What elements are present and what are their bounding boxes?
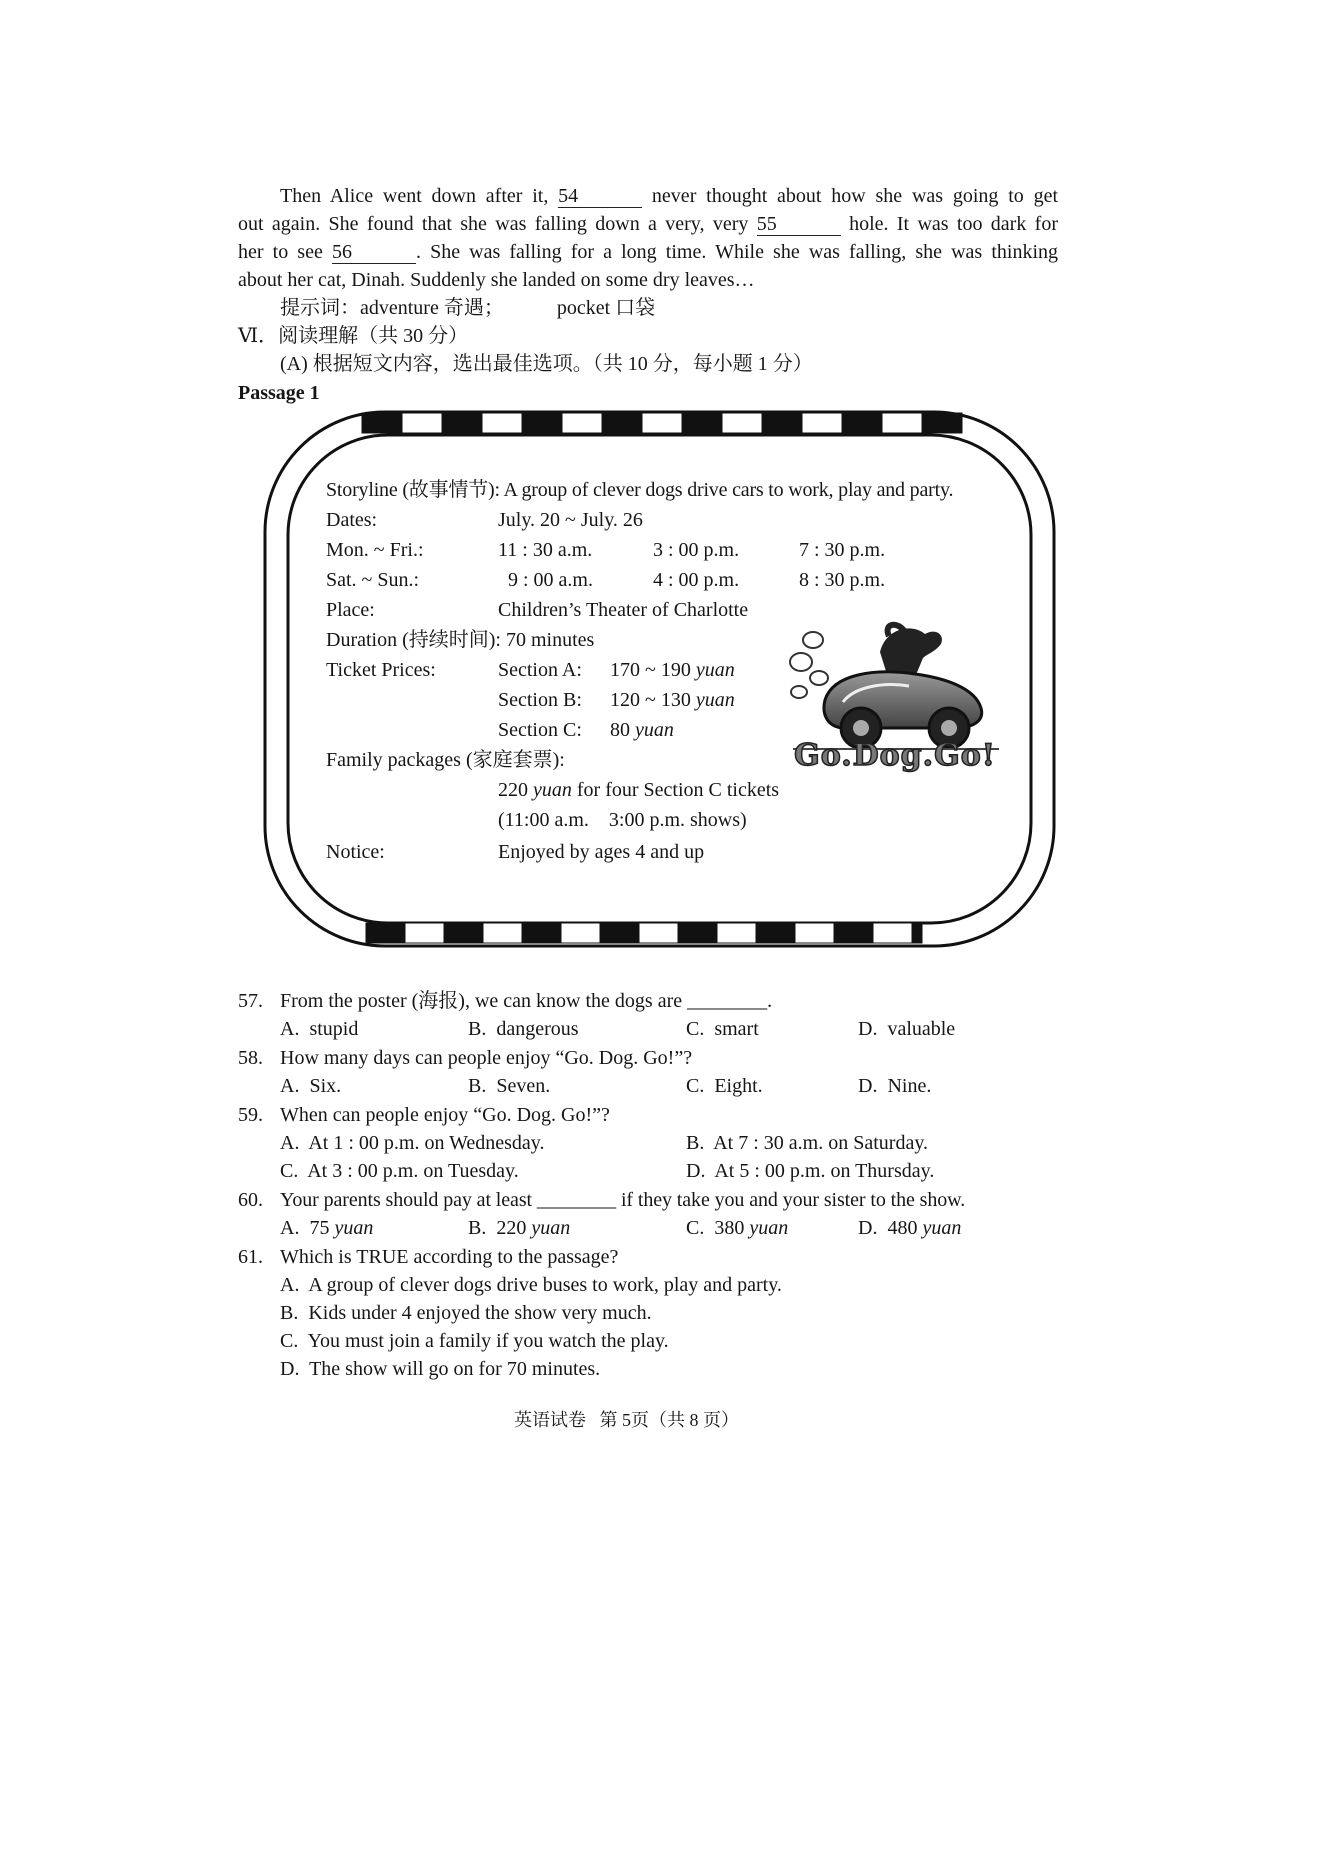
go-dog-go-logo xyxy=(785,612,1005,782)
checker-square xyxy=(602,413,642,433)
answer-option: D. The show will go on for 70 minutes. xyxy=(280,1358,601,1380)
option-unit: yuan xyxy=(531,1217,571,1239)
blank-number: 55 xyxy=(756,213,777,235)
checker-square xyxy=(600,923,639,943)
price-unit: yuan xyxy=(533,779,572,801)
answer-option: B. At 7 : 30 a.m. on Saturday. xyxy=(686,1132,929,1154)
checker-square xyxy=(795,923,834,943)
answer-option: C. Eight. xyxy=(686,1075,763,1097)
price-unit: yuan xyxy=(695,659,735,681)
price-value: 120 ~ 130 xyxy=(610,689,691,711)
weekend-label: Sat. ~ Sun.: xyxy=(326,569,420,591)
family-label: Family packages (家庭套票): xyxy=(326,749,565,771)
checker-square xyxy=(717,923,756,943)
checker-square xyxy=(522,923,561,943)
price-unit: yuan xyxy=(635,719,674,741)
answer-option xyxy=(468,1214,570,1242)
checker-square xyxy=(834,923,873,943)
weekend-time: 8 : 30 p.m. xyxy=(799,569,886,591)
answer-option xyxy=(858,1214,961,1242)
checker-square xyxy=(842,413,882,433)
question-text: How many days can people enjoy “Go. Dog. Go!”? xyxy=(280,1047,693,1069)
checker-square xyxy=(561,923,600,943)
section-a-price xyxy=(610,657,735,683)
answer-option: C. smart xyxy=(686,1018,759,1040)
checker-square xyxy=(482,413,522,433)
weekend-time: 9 : 00 a.m. xyxy=(508,569,593,591)
cloze-text: never thought about how she was going to get xyxy=(642,185,1058,207)
checker-strip-top xyxy=(362,413,962,433)
cloze-text: Then Alice went down after it, xyxy=(280,185,559,207)
question-number: 60. xyxy=(238,1189,263,1211)
cloze-line-4 xyxy=(238,266,755,294)
checker-square xyxy=(522,413,562,433)
family-shows: (11:00 a.m. 3:00 p.m. shows) xyxy=(498,809,747,831)
checker-square xyxy=(639,923,678,943)
family-text: for four Section C tickets xyxy=(571,779,780,801)
blank-55 xyxy=(757,213,841,236)
dates-value: July. 20 ~ July. 26 xyxy=(498,509,643,531)
notice-value: Enjoyed by ages 4 and up xyxy=(498,841,705,863)
checker-square xyxy=(366,923,405,943)
answer-option: B. dangerous xyxy=(468,1018,579,1040)
question-text: From the poster (海报), we can know the dogs are ________. xyxy=(280,990,773,1012)
price-value: 80 xyxy=(610,719,630,741)
answer-option: D. At 5 : 00 p.m. on Thursday. xyxy=(686,1160,935,1182)
checker-square xyxy=(756,923,795,943)
checker-square xyxy=(682,413,722,433)
cloze-text: hole. It was too dark for xyxy=(840,213,1058,235)
place-value: Children’s Theater of Charlotte xyxy=(498,599,749,621)
checker-square xyxy=(405,923,444,943)
checker-square xyxy=(402,413,442,433)
dates-label: Dates: xyxy=(326,509,378,531)
hint-text: pocket 口袋 xyxy=(556,297,656,319)
blank-56 xyxy=(332,241,416,264)
blank-number: 54 xyxy=(558,185,579,207)
option-value: D. 480 xyxy=(858,1217,923,1239)
cloze-line-2 xyxy=(238,210,1058,238)
answer-option: A. At 1 : 00 p.m. on Wednesday. xyxy=(280,1132,545,1154)
question-text: Which is TRUE according to the passage? xyxy=(280,1246,619,1268)
answer-option: A. Six. xyxy=(280,1075,342,1097)
page-footer: 英语试卷 第 5页（共 8 页） xyxy=(514,1410,739,1430)
place-label: Place: xyxy=(326,599,375,621)
answer-option: A. stupid xyxy=(280,1018,359,1040)
option-value: A. 75 xyxy=(280,1217,335,1239)
checker-square xyxy=(922,413,962,433)
option-unit: yuan xyxy=(922,1217,962,1239)
answer-option: D. Nine. xyxy=(858,1075,932,1097)
checker-square xyxy=(762,413,802,433)
checker-square xyxy=(882,413,922,433)
question-number: 59. xyxy=(238,1104,263,1126)
checker-strip-bottom xyxy=(366,923,922,943)
option-unit: yuan xyxy=(749,1217,789,1239)
answer-option: C. At 3 : 00 p.m. on Tuesday. xyxy=(280,1160,519,1182)
cloze-text: her to see xyxy=(238,241,332,263)
answer-option: D. valuable xyxy=(858,1018,956,1040)
answer-option: B. Seven. xyxy=(468,1075,551,1097)
question-number: 61. xyxy=(238,1246,263,1268)
family-price xyxy=(498,777,779,803)
cloze-text: . She was falling for a long time. While she was falling, she was thinking xyxy=(415,241,1058,263)
question-number: 58. xyxy=(238,1047,263,1069)
weekend-time: 4 : 00 p.m. xyxy=(653,569,740,591)
answer-option xyxy=(686,1214,788,1242)
cloze-line-3 xyxy=(238,238,1058,266)
option-value: C. 380 xyxy=(686,1217,750,1239)
weekday-label: Mon. ~ Fri.: xyxy=(326,539,424,561)
blank-number: 56 xyxy=(331,241,352,263)
question-text: Your parents should pay at least ________ if they take you and your sister to the show. xyxy=(280,1189,966,1211)
section-a-name: Section A: xyxy=(498,659,582,681)
passage-title: Passage 1 xyxy=(238,382,320,404)
cloze-text: about her cat, Dinah. Suddenly she landed on some dry leaves… xyxy=(238,269,755,291)
checker-square xyxy=(483,923,522,943)
section-c-name: Section C: xyxy=(498,719,582,741)
checker-square xyxy=(642,413,682,433)
price-unit: yuan xyxy=(695,689,735,711)
question-text: When can people enjoy “Go. Dog. Go!”? xyxy=(280,1104,610,1126)
weekday-time: 3 : 00 p.m. xyxy=(653,539,740,561)
section-b-price xyxy=(610,687,735,713)
checker-square xyxy=(444,923,483,943)
storyline: Storyline (故事情节): A group of clever dogs drive cars to work, play and party. xyxy=(326,479,954,501)
checker-square xyxy=(802,413,842,433)
logo-text: Go.Dog.Go! xyxy=(794,738,996,773)
section-b-name: Section B: xyxy=(498,689,582,711)
cloze-text: out again. She found that she was falling down a very, very xyxy=(238,213,757,235)
answer-option: A. A group of clever dogs drive buses to work, play and party. xyxy=(280,1274,782,1296)
price-value: 170 ~ 190 xyxy=(610,659,691,681)
checker-square xyxy=(912,923,922,943)
section-instruction: (A) 根据短文内容，选出最佳选项。（共 10 分，每小题 1 分） xyxy=(280,353,813,375)
section-title: Ⅵ．阅读理解（共 30 分） xyxy=(238,325,469,347)
weekday-time: 11 : 30 a.m. xyxy=(498,539,593,561)
duration: Duration (持续时间): 70 minutes xyxy=(326,629,595,651)
checker-square xyxy=(678,923,717,943)
checker-square xyxy=(362,413,402,433)
notice-label: Notice: xyxy=(326,841,385,863)
checker-square xyxy=(442,413,482,433)
checker-square xyxy=(873,923,912,943)
question-number: 57. xyxy=(238,990,263,1012)
option-value: B. 220 xyxy=(468,1217,532,1239)
hint-text: 提示词：adventure 奇遇； xyxy=(280,297,504,319)
weekday-time: 7 : 30 p.m. xyxy=(799,539,886,561)
hint-line xyxy=(280,294,655,322)
answer-option: B. Kids under 4 enjoyed the show very much. xyxy=(280,1302,652,1324)
answer-option: C. You must join a family if you watch the play. xyxy=(280,1330,669,1352)
cloze-line-1 xyxy=(280,182,1058,210)
blank-54 xyxy=(558,185,642,208)
checker-square xyxy=(562,413,602,433)
ticket-label: Ticket Prices: xyxy=(326,659,436,681)
checker-square xyxy=(722,413,762,433)
section-c-price xyxy=(610,717,674,743)
option-unit: yuan xyxy=(334,1217,374,1239)
price-value: 220 xyxy=(498,779,528,801)
answer-option xyxy=(280,1214,373,1242)
